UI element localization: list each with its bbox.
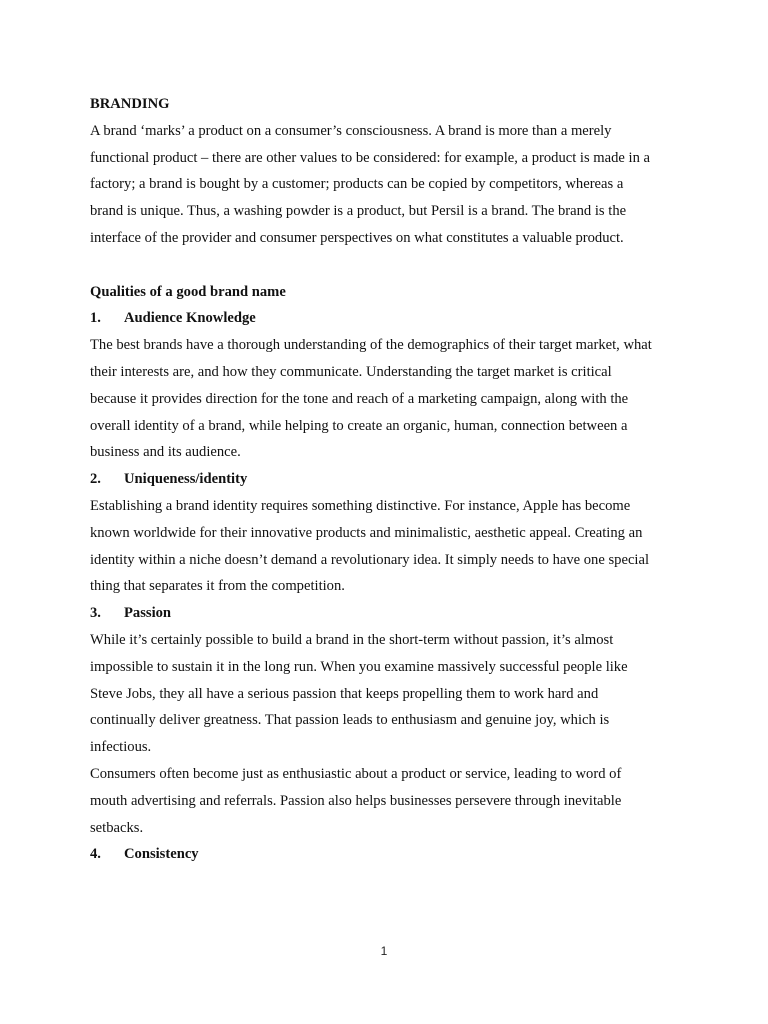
section-number: 2. [90,471,101,488]
body-line: Establishing a brand identity requires something distinctive. For instance, Apple has become [90,497,631,514]
body-line: thing that separates it from the competition. [90,578,345,595]
body-line: infectious. [90,739,152,756]
body-line: continually deliver greatness. That passion leads to enthusiasm and genuine joy, which is [90,712,610,729]
body-line: identity within a niche doesn’t demand a revolutionary idea. It simply needs to have one special [90,551,650,568]
body-line: Consumers often become just as enthusiastic about a product or service, leading to word of [90,765,622,782]
body-line: known worldwide for their innovative products and minimalistic, aesthetic appeal. Creating an [90,524,643,541]
section-title: Passion [124,605,172,622]
section-number: 3. [90,605,101,622]
body-line: because it provides direction for the tone and reach of a marketing campaign, along with the [90,390,629,407]
document-body [90,91,680,868]
body-line: mouth advertising and referrals. Passion also helps businesses persevere through inevitable [90,792,622,809]
section-title: Consistency [124,846,199,863]
section-title: Audience Knowledge [124,310,256,327]
page-number: 1 [380,944,388,958]
body-line: impossible to sustain it in the long run. When you examine massively successful people like [90,658,628,675]
section-number: 4. [90,846,101,863]
intro-line: interface of the provider and consumer perspectives on what constitutes a valuable product. [90,229,624,246]
section-heading [90,305,680,332]
section-heading [90,841,680,868]
intro-line: A brand ‘marks’ a product on a consumer’s consciousness. A brand is more than a merely [90,122,612,139]
body-line: Steve Jobs, they all have a serious passion that keeps propelling them to work hard and [90,685,599,702]
body-line: overall identity of a brand, while helping to create an organic, human, connection between a [90,417,628,434]
body-line: While it’s certainly possible to build a brand in the short-term without passion, it’s almost [90,631,614,648]
intro-line: factory; a brand is bought by a customer; products can be copied by competitors, whereas a [90,176,624,193]
intro-line: functional product – there are other values to be considered: for example, a product is made in a [90,149,651,166]
section-number: 1. [90,310,101,327]
document-title: BRANDING [90,96,170,112]
body-line: their interests are, and how they communicate. Understanding the target market is critical [90,363,612,380]
section-title: Uniqueness/identity [124,471,248,488]
section-heading [90,600,680,627]
body-line: setbacks. [90,819,144,836]
body-line: business and its audience. [90,444,241,461]
paragraph-spacer [90,252,680,279]
section-heading [90,466,680,493]
qualities-heading: Qualities of a good brand name [90,283,286,300]
body-line: The best brands have a thorough understanding of the demographics of their target market, what [90,337,652,354]
intro-line: brand is unique. Thus, a washing powder is a product, but Persil is a brand. The brand is the [90,203,627,220]
